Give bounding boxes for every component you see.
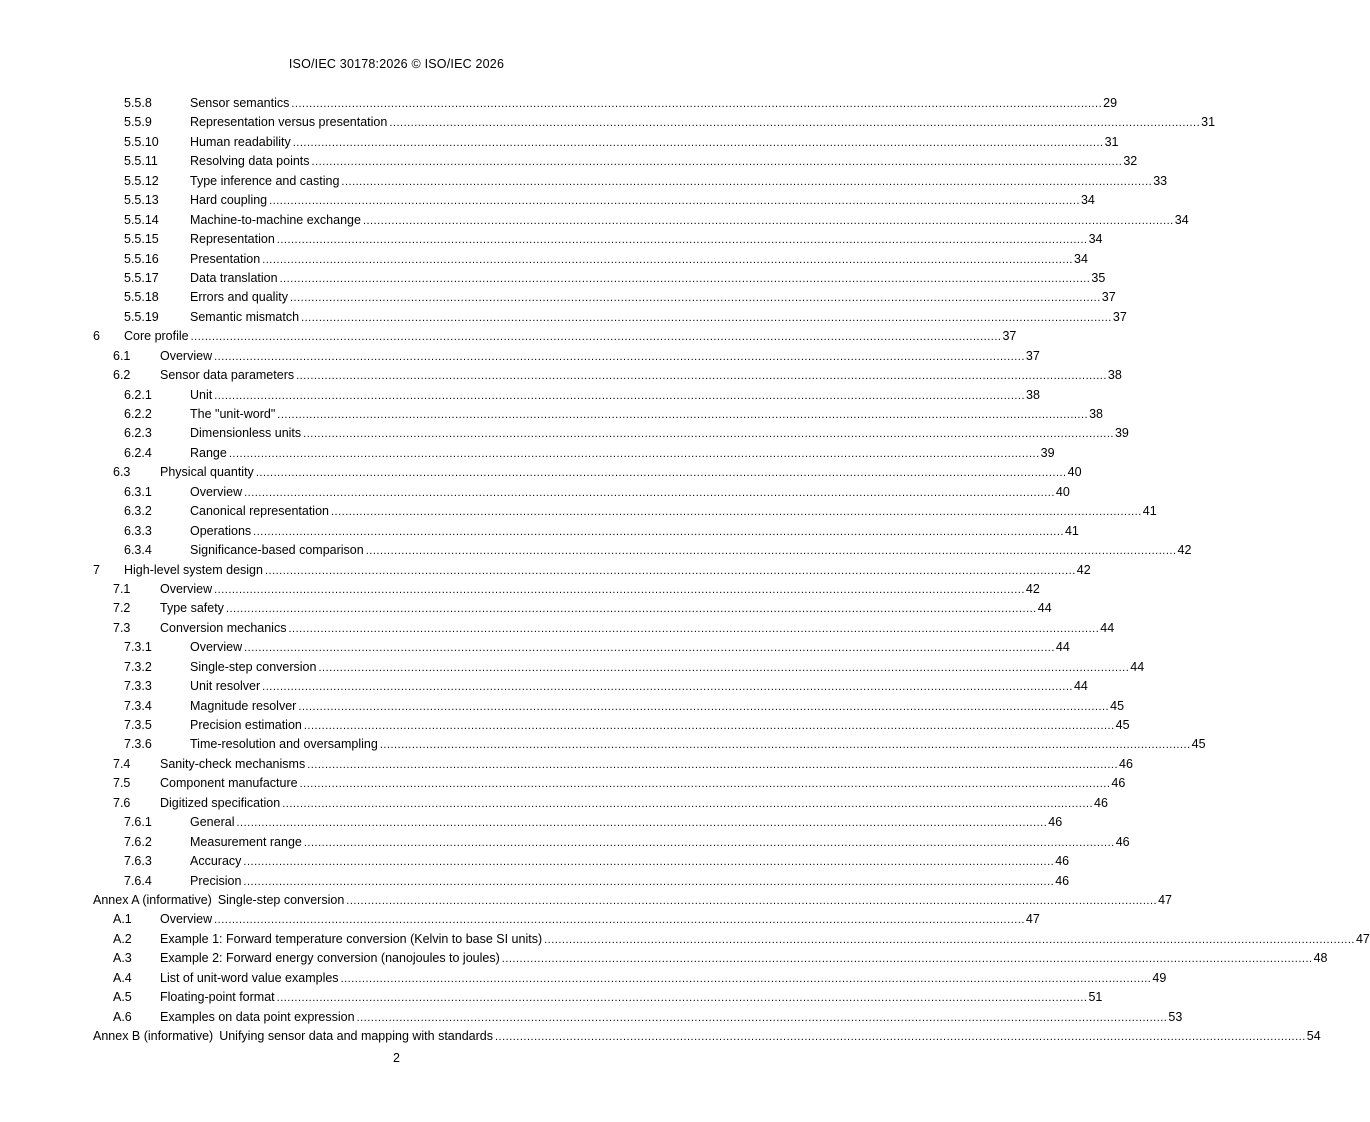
- toc-entry-number: 6.2.2: [124, 407, 152, 421]
- toc-entry-number: 5.5.16: [124, 251, 159, 266]
- toc-entry-page: 46: [1111, 776, 1126, 791]
- toc-entry-page: 42: [1177, 543, 1192, 558]
- toc-entry-number: 5.5.15: [124, 232, 159, 247]
- toc-entry-page: 34: [1074, 251, 1088, 266]
- toc-entry-page: 47: [1025, 912, 1040, 927]
- toc-entry-page: 45: [1110, 698, 1125, 713]
- toc-entry-number: 5.5.14: [124, 212, 159, 227]
- toc-dot-leader: ....................................................................................................................................................................................................................................: [253, 525, 1064, 538]
- toc-entry[interactable]: [93, 891, 1172, 910]
- toc-entry-page: 46: [1055, 854, 1070, 869]
- toc-entry-number: 7.3.6: [124, 737, 152, 752]
- toc-entry-page: 38: [1089, 407, 1104, 421]
- toc-entry-title: List of unit-word value examples: [160, 969, 341, 988]
- toc-dot-leader: ....................................................................................................................................................................................................................................: [303, 428, 1114, 441]
- toc-entry-number: 7.3.2: [124, 659, 152, 674]
- toc-entry[interactable]: [93, 1027, 1321, 1046]
- toc-entry-title: Sanity-check mechanisms: [160, 755, 307, 774]
- toc-entry-page: 54: [1306, 1029, 1321, 1043]
- toc-entry-number: 5.5.17: [124, 270, 159, 285]
- toc-dot-leader: ....................................................................................................................................................................................................................................: [330, 506, 1142, 519]
- toc-entry[interactable]: [93, 366, 1122, 385]
- toc-dot-leader: ....................................................................................................................................................................................................................................: [228, 447, 1040, 460]
- toc-entry-number: 6.3.1: [124, 484, 152, 499]
- table-of-contents: [93, 94, 1370, 1046]
- toc-entry[interactable]: [93, 250, 1088, 269]
- toc-entry-number: 7.6.2: [124, 834, 152, 849]
- toc-dot-leader: ....................................................................................................................................................................................................................................: [214, 350, 1025, 363]
- toc-entry-page: 29: [1103, 96, 1118, 110]
- toc-entry[interactable]: [93, 561, 1091, 580]
- toc-entry-title: Range: [190, 444, 229, 463]
- toc-entry[interactable]: [93, 541, 1192, 560]
- toc-entry-page: 46: [1119, 756, 1133, 771]
- toc-entry-number: A.6: [113, 1009, 132, 1024]
- toc-dot-leader: ....................................................................................................................................................................................................................................: [292, 136, 1104, 149]
- toc-dot-leader: ....................................................................................................................................................................................................................................: [365, 545, 1177, 558]
- toc-entry-number: A.3: [113, 951, 132, 966]
- toc-entry-number: 7: [93, 562, 100, 577]
- toc-entry-page: 45: [1115, 718, 1130, 732]
- toc-entry-page: 46: [1115, 834, 1130, 849]
- toc-dot-leader: ....................................................................................................................................................................................................................................: [190, 331, 1002, 344]
- toc-dot-leader: ....................................................................................................................................................................................................................................: [214, 389, 1026, 402]
- toc-entry[interactable]: [93, 988, 1103, 1007]
- toc-entry-number: A.1: [113, 912, 132, 927]
- toc-entry-page: 34: [1174, 212, 1189, 227]
- toc-entry-page: 31: [1104, 134, 1119, 149]
- toc-dot-leader: ....................................................................................................................................................................................................................................: [289, 292, 1101, 305]
- toc-dot-leader: ....................................................................................................................................................................................................................................: [214, 583, 1025, 596]
- toc-entry-number: A.2: [113, 931, 132, 946]
- toc-dot-leader: ....................................................................................................................................................................................................................................: [288, 622, 1100, 635]
- toc-entry[interactable]: [93, 794, 1108, 813]
- toc-entry-number: A.4: [113, 970, 132, 985]
- toc-entry-title: Example 1: Forward temperature conversion (Kelvin to base SI units): [160, 930, 544, 949]
- toc-entry-title: High-level system design: [124, 561, 265, 580]
- toc-entry-number: 5.5.9: [124, 115, 152, 130]
- toc-entry-page: 34: [1080, 193, 1095, 208]
- toc-entry-title: Core profile: [124, 327, 191, 346]
- toc-dot-leader: ....................................................................................................................................................................................................................................: [276, 992, 1088, 1005]
- toc-entry-number: 7.5: [113, 776, 131, 791]
- toc-entry-page: 38: [1107, 368, 1122, 383]
- toc-entry[interactable]: [93, 580, 1040, 599]
- toc-dot-leader: ....................................................................................................................................................................................................................................: [299, 778, 1111, 791]
- page-number: 2: [393, 1051, 400, 1065]
- toc-dot-leader: ....................................................................................................................................................................................................................................: [264, 564, 1076, 577]
- toc-entry[interactable]: [93, 133, 1119, 152]
- toc-entry-page: 38: [1026, 387, 1040, 402]
- toc-entry-page: 35: [1091, 270, 1106, 285]
- toc-entry-title: Resolving data points: [190, 152, 312, 171]
- toc-dot-leader: ....................................................................................................................................................................................................................................: [346, 894, 1158, 907]
- toc-dot-leader: ....................................................................................................................................................................................................................................: [379, 739, 1191, 752]
- toc-entry-number: 7.6.3: [124, 854, 152, 869]
- toc-entry-number: 7.3.5: [124, 718, 152, 732]
- toc-entry-number: 6.1: [113, 348, 131, 363]
- toc-dot-leader: ....................................................................................................................................................................................................................................: [244, 642, 1055, 655]
- toc-entry-title: Type inference and casting: [190, 172, 341, 191]
- toc-entry-number: 5.5.13: [124, 193, 159, 208]
- toc-entry-title: Data translation: [190, 269, 280, 288]
- toc-entry[interactable]: [93, 483, 1070, 502]
- toc-entry-title: Unit resolver: [190, 677, 262, 696]
- toc-dot-leader: ....................................................................................................................................................................................................................................: [244, 486, 1055, 499]
- toc-dot-leader: ....................................................................................................................................................................................................................................: [311, 156, 1123, 169]
- toc-dot-leader: ....................................................................................................................................................................................................................................: [214, 914, 1025, 927]
- toc-entry[interactable]: [93, 930, 1370, 949]
- toc-entry-number: 5.5.19: [124, 309, 159, 324]
- toc-entry-title: Unit: [190, 386, 214, 405]
- toc-dot-leader: ....................................................................................................................................................................................................................................: [262, 681, 1073, 694]
- toc-entry-title: Type safety: [160, 599, 226, 618]
- toc-entry-page: 46: [1094, 795, 1108, 810]
- toc-entry-page: 37: [1112, 309, 1127, 324]
- toc-entry-page: 44: [1037, 601, 1052, 616]
- toc-dot-leader: ....................................................................................................................................................................................................................................: [501, 953, 1313, 966]
- toc-dot-leader: ....................................................................................................................................................................................................................................: [243, 856, 1055, 869]
- toc-entry-number: 6.3: [113, 465, 131, 480]
- toc-entry-number: 7.6.4: [124, 873, 152, 888]
- toc-entry-title: Example 2: Forward energy conversion (nanojoules to joules): [160, 949, 502, 968]
- toc-dot-leader: ....................................................................................................................................................................................................................................: [291, 98, 1103, 110]
- toc-entry-title: Accuracy: [190, 852, 243, 871]
- toc-entry-page: 48: [1313, 951, 1328, 966]
- toc-entry-page: 41: [1064, 523, 1079, 538]
- toc-entry[interactable]: [93, 152, 1138, 171]
- toc-entry-number: 6.3.4: [124, 543, 152, 558]
- toc-dot-leader: ....................................................................................................................................................................................................................................: [341, 175, 1153, 188]
- toc-dot-leader: ....................................................................................................................................................................................................................................: [494, 1031, 1306, 1043]
- toc-entry-page: 40: [1055, 484, 1070, 499]
- toc-entry-page: 47: [1158, 892, 1172, 907]
- toc-entry[interactable]: [93, 677, 1088, 696]
- toc-dot-leader: ....................................................................................................................................................................................................................................: [301, 311, 1112, 324]
- toc-dot-leader: ....................................................................................................................................................................................................................................: [362, 214, 1174, 227]
- toc-dot-leader: ....................................................................................................................................................................................................................................: [296, 370, 1107, 383]
- toc-entry-number: 5.5.11: [124, 154, 158, 169]
- toc-dot-leader: ....................................................................................................................................................................................................................................: [243, 875, 1055, 888]
- toc-entry-page: 39: [1114, 426, 1129, 441]
- toc-entry-number: 6.2.4: [124, 445, 152, 460]
- toc-entry[interactable]: [93, 424, 1129, 443]
- toc-dot-leader: ....................................................................................................................................................................................................................................: [389, 117, 1201, 130]
- toc-entry-number: 7.4: [113, 756, 131, 771]
- toc-entry-page: 31: [1201, 115, 1216, 130]
- toc-dot-leader: ....................................................................................................................................................................................................................................: [262, 253, 1073, 266]
- toc-entry-title: Unifying sensor data and mapping with standards: [219, 1027, 495, 1046]
- toc-entry-page: 32: [1123, 154, 1138, 169]
- toc-entry[interactable]: [93, 327, 1017, 346]
- toc-dot-leader: ....................................................................................................................................................................................................................................: [225, 603, 1037, 616]
- toc-entry-number: Annex B (informative): [93, 1029, 214, 1043]
- toc-entry-title: General: [190, 813, 236, 832]
- toc-entry-title: Floating-point format: [160, 988, 277, 1007]
- toc-entry-number: 7.3.3: [124, 679, 152, 694]
- toc-entry-title: Precision estimation: [190, 716, 304, 735]
- toc-entry[interactable]: [93, 191, 1095, 210]
- toc-entry-title: Conversion mechanics: [160, 619, 288, 638]
- toc-entry-page: 37: [1101, 290, 1116, 305]
- toc-entry-number: 5.5.8: [124, 96, 152, 110]
- toc-dot-leader: ....................................................................................................................................................................................................................................: [307, 758, 1119, 771]
- toc-entry-title: Machine-to-machine exchange: [190, 211, 363, 230]
- toc-dot-leader: ....................................................................................................................................................................................................................................: [255, 467, 1067, 480]
- toc-dot-leader: ....................................................................................................................................................................................................................................: [279, 272, 1091, 285]
- toc-entry[interactable]: [93, 230, 1103, 249]
- toc-entry[interactable]: [93, 949, 1328, 968]
- toc-entry-title: Human readability: [190, 133, 293, 152]
- toc-dot-leader: ....................................................................................................................................................................................................................................: [298, 700, 1110, 713]
- toc-entry-number: 7.1: [113, 581, 131, 596]
- toc-dot-leader: ....................................................................................................................................................................................................................................: [356, 1011, 1168, 1024]
- toc-entry-page: 53: [1168, 1009, 1183, 1024]
- toc-entry-title: Overview: [160, 910, 214, 929]
- toc-entry-page: 37: [1002, 329, 1017, 344]
- toc-entry-title: Single-step conversion: [218, 891, 346, 910]
- toc-entry-page: 44: [1055, 640, 1070, 655]
- toc-entry-title: Presentation: [190, 250, 262, 269]
- toc-dot-leader: ....................................................................................................................................................................................................................................: [277, 409, 1089, 421]
- toc-dot-leader: ....................................................................................................................................................................................................................................: [236, 817, 1048, 830]
- toc-entry-page: 44: [1073, 679, 1088, 694]
- toc-entry-number: 6: [93, 329, 100, 344]
- toc-entry[interactable]: [93, 1008, 1183, 1027]
- toc-entry[interactable]: [93, 852, 1070, 871]
- toc-entry[interactable]: [93, 697, 1125, 716]
- toc-dot-leader: ....................................................................................................................................................................................................................................: [269, 195, 1080, 208]
- toc-entry[interactable]: [93, 658, 1145, 677]
- toc-entry-title: Hard coupling: [190, 191, 269, 210]
- toc-entry[interactable]: [93, 211, 1189, 230]
- toc-entry-number: A.5: [113, 990, 132, 1005]
- toc-entry-page: 45: [1191, 737, 1206, 752]
- toc-entry[interactable]: [93, 522, 1079, 541]
- toc-entry[interactable]: [93, 872, 1070, 891]
- toc-entry[interactable]: [93, 735, 1206, 754]
- toc-entry[interactable]: [93, 269, 1106, 288]
- toc-entry-number: 7.2: [113, 601, 131, 616]
- toc-entry-page: 51: [1088, 990, 1103, 1005]
- toc-entry[interactable]: [93, 172, 1168, 191]
- toc-entry-title: Dimensionless units: [190, 424, 303, 443]
- toc-entry-page: 47: [1355, 931, 1370, 946]
- toc-entry[interactable]: [93, 347, 1040, 366]
- toc-entry-title: Overview: [160, 580, 214, 599]
- toc-entry-page: 33: [1153, 173, 1168, 188]
- toc-entry[interactable]: [93, 308, 1127, 327]
- toc-entry[interactable]: [93, 755, 1133, 774]
- toc-entry-title: Semantic mismatch: [190, 308, 301, 327]
- toc-entry-page: 37: [1025, 348, 1040, 363]
- toc-entry[interactable]: [93, 405, 1104, 424]
- toc-entry[interactable]: [93, 463, 1082, 482]
- toc-entry-number: 7.6: [113, 795, 131, 810]
- toc-entry-title: Sensor semantics: [190, 94, 291, 113]
- toc-entry-title: Overview: [160, 347, 214, 366]
- toc-entry-title: The "unit-word": [190, 405, 277, 424]
- toc-dot-leader: ....................................................................................................................................................................................................................................: [303, 836, 1115, 849]
- toc-entry-page: 41: [1142, 504, 1157, 519]
- toc-entry-title: Digitized specification: [160, 794, 282, 813]
- toc-entry-title: Errors and quality: [190, 288, 290, 307]
- toc-entry-number: 7.3.1: [124, 640, 152, 655]
- toc-entry-page: 42: [1025, 581, 1040, 596]
- toc-entry-title: Canonical representation: [190, 502, 331, 521]
- toc-dot-leader: ....................................................................................................................................................................................................................................: [340, 972, 1152, 985]
- toc-entry[interactable]: [93, 969, 1167, 988]
- toc-entry-page: 44: [1100, 620, 1115, 635]
- toc-entry[interactable]: [93, 502, 1157, 521]
- toc-entry-page: 34: [1088, 232, 1103, 247]
- toc-entry-title: Single-step conversion: [190, 658, 318, 677]
- toc-entry-title: Magnitude resolver: [190, 697, 298, 716]
- toc-entry-title: Measurement range: [190, 833, 304, 852]
- toc-entry[interactable]: [93, 716, 1130, 735]
- toc-entry[interactable]: [93, 638, 1070, 657]
- toc-entry-title: Component manufacture: [160, 774, 300, 793]
- toc-entry[interactable]: [93, 288, 1116, 307]
- toc-entry[interactable]: [93, 444, 1055, 463]
- toc-entry-number: 7.6.1: [124, 815, 152, 830]
- toc-entry[interactable]: [93, 619, 1115, 638]
- toc-entry[interactable]: [93, 774, 1126, 793]
- toc-entry[interactable]: [93, 113, 1216, 132]
- toc-entry-title: Examples on data point expression: [160, 1008, 357, 1027]
- toc-entry-title: Representation versus presentation: [190, 113, 389, 132]
- toc-entry-page: 40: [1067, 465, 1082, 480]
- toc-entry-page: 44: [1130, 659, 1145, 674]
- toc-entry-title: Operations: [190, 522, 253, 541]
- toc-entry-page: 42: [1076, 562, 1091, 577]
- toc-entry-title: Significance-based comparison: [190, 541, 366, 560]
- toc-entry-title: Time-resolution and oversampling: [190, 735, 380, 754]
- toc-dot-leader: ....................................................................................................................................................................................................................................: [544, 933, 1355, 946]
- toc-entry-number: 6.2.1: [124, 387, 152, 402]
- toc-dot-leader: ....................................................................................................................................................................................................................................: [276, 234, 1088, 247]
- toc-entry-number: Annex A (informative): [93, 892, 212, 907]
- toc-entry-page: 46: [1055, 873, 1070, 888]
- toc-entry-number: 5.5.10: [124, 134, 159, 149]
- toc-entry-title: Precision: [190, 872, 243, 891]
- toc-entry-number: 6.3.2: [124, 504, 152, 519]
- toc-entry-number: 5.5.12: [124, 173, 159, 188]
- toc-entry[interactable]: [93, 813, 1063, 832]
- toc-entry-number: 6.3.3: [124, 523, 152, 538]
- toc-entry-page: 46: [1048, 815, 1063, 830]
- toc-dot-leader: ....................................................................................................................................................................................................................................: [318, 661, 1130, 674]
- toc-entry-page: 39: [1040, 445, 1055, 460]
- toc-entry[interactable]: [93, 386, 1040, 405]
- toc-entry[interactable]: [93, 599, 1052, 618]
- toc-entry-page: 49: [1152, 970, 1167, 985]
- toc-entry-title: Overview: [190, 638, 244, 657]
- toc-entry-number: 6.2.3: [124, 426, 152, 441]
- toc-entry-number: 7.3.4: [124, 698, 152, 713]
- toc-entry-title: Overview: [190, 483, 244, 502]
- toc-entry-title: Sensor data parameters: [160, 366, 296, 385]
- toc-dot-leader: ....................................................................................................................................................................................................................................: [303, 720, 1115, 732]
- toc-dot-leader: ....................................................................................................................................................................................................................................: [282, 797, 1094, 810]
- toc-entry-title: Representation: [190, 230, 277, 249]
- toc-entry[interactable]: [93, 910, 1040, 929]
- page-header: ISO/IEC 30178:2026 © ISO/IEC 2026: [288, 57, 505, 71]
- toc-entry[interactable]: [93, 833, 1130, 852]
- toc-entry-number: 7.3: [113, 620, 131, 635]
- toc-entry-number: 5.5.18: [124, 290, 159, 305]
- toc-entry[interactable]: [93, 94, 1118, 113]
- toc-entry-title: Physical quantity: [160, 463, 256, 482]
- toc-entry-number: 6.2: [113, 368, 131, 383]
